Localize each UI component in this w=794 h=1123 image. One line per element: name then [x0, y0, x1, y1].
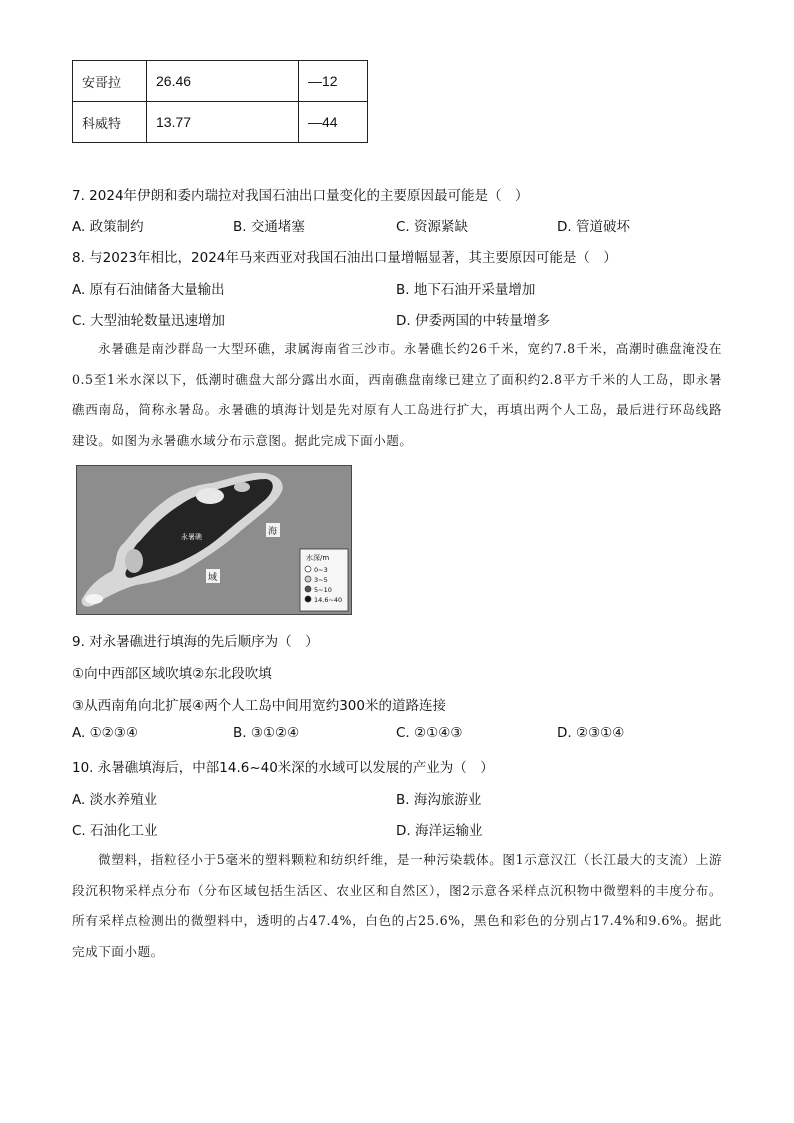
- q9-stem: 9. 对永暑礁进行填海的先后顺序为（ ）: [72, 634, 319, 650]
- legend-item-5-10: 5~10: [314, 586, 332, 594]
- legend-item-3-5: 3~5: [314, 576, 328, 584]
- country-cell: 科威特: [73, 102, 147, 143]
- legend-title: 水深/m: [306, 554, 330, 562]
- oil-export-table: [72, 60, 368, 143]
- legend-item-0-3: 0~3: [314, 566, 328, 574]
- q9-statement-2: ③从西南角向北扩展④两个人工岛中间用宽约300米的道路连接: [72, 698, 446, 714]
- value-cell: 26.46: [147, 61, 299, 102]
- shallow-patch: [234, 482, 250, 492]
- sea-label-1: 海: [268, 527, 278, 537]
- legend-swatch-3-5: [305, 576, 311, 582]
- reef-map-graphic: [76, 465, 352, 615]
- change-cell: —44: [299, 102, 368, 143]
- q10-option-c: C. 石油化工业: [72, 823, 158, 839]
- q10-option-d: D. 海洋运输业: [396, 823, 483, 839]
- passage-yongshu-reef: 永暑礁是南沙群岛一大型环礁，隶属海南省三沙市。永暑礁长约26千米，宽约7.8千米，高潮时礁盘淹没在0.5至1米水深以下，低潮时礁盘大部分露出水面，西南礁盘南缘已建立了面积约2.8平方千米的人工岛，即永暑礁西南岛，简称永暑岛。永暑礁的填海计划是先对原有人工岛进行扩大，再填出两个人工岛，最后进行环岛线路建设。如图为永暑礁水域分布示意图。据此完成下面小题。: [72, 341, 722, 448]
- q9-option-d: D. ②③①④: [557, 725, 625, 741]
- q8-stem: 8. 与2023年相比，2024年马来西亚对我国石油出口量增幅显著，其主要原因可能是（ ）: [72, 250, 617, 266]
- q9-option-c: C. ②①④③: [396, 725, 463, 741]
- legend-swatch-0-3: [305, 566, 311, 572]
- yongshu-reef-map: [76, 465, 352, 615]
- q7-option-b: B. 交通堵塞: [233, 219, 305, 235]
- q10-stem: 10. 永暑礁填海后，中部14.6~40米深的水域可以发展的产业为（ ）: [72, 760, 494, 776]
- q7-option-d: D. 管道破坏: [557, 219, 630, 235]
- q10-option-b: B. 海沟旅游业: [396, 792, 482, 808]
- legend-item-14-40: 14.6~40: [314, 596, 343, 604]
- table-row: [73, 61, 368, 102]
- q8-option-b: B. 地下石油开采量增加: [396, 282, 536, 298]
- sea-label-2: 域: [208, 573, 218, 583]
- q7-option-c: C. 资源紧缺: [396, 219, 469, 235]
- q8-option-d: D. 伊委两国的中转量增多: [396, 313, 550, 329]
- table-row: [73, 102, 368, 143]
- q8-option-c: C. 大型油轮数量迅速增加: [72, 313, 226, 329]
- q9-option-a: A. ①②③④: [72, 725, 138, 741]
- change-cell: —12: [299, 61, 368, 102]
- southwest-island: [85, 594, 103, 604]
- q10-option-a: A. 淡水养殖业: [72, 792, 158, 808]
- q8-option-a: A. 原有石油储备大量输出: [72, 282, 225, 298]
- shallow-patch: [196, 488, 224, 504]
- q9-option-b: B. ③①②④: [233, 725, 300, 741]
- q7-option-a: A. 政策制约: [72, 219, 144, 235]
- q9-statement-1: ①向中西部区域吹填②东北段吹填: [72, 666, 272, 682]
- reef-label: 永暑礁: [181, 533, 202, 541]
- q7-stem: 7. 2024年伊朗和委内瑞拉对我国石油出口量变化的主要原因最可能是（ ）: [72, 188, 529, 204]
- legend-swatch-14-40: [305, 596, 311, 602]
- country-cell: 安哥拉: [73, 61, 147, 102]
- passage-microplastics: 微塑料，指粒径小于5毫米的塑料颗粒和纺织纤维，是一种污染载体。图1示意汉江（长江最大的支流）上游段沉积物采样点分布（分布区域包括生活区、农业区和自然区），图2示意各采样点沉积物中微塑料的丰度分布。所有采样点检测出的微塑料中，透明的占47.4%，白色的占25.6%，黑色和彩色的分别占17.4%和9.6%。据此完成下面小题。: [72, 852, 722, 959]
- value-cell: 13.77: [147, 102, 299, 143]
- legend-swatch-5-10: [305, 586, 311, 592]
- shallow-patch: [125, 549, 143, 573]
